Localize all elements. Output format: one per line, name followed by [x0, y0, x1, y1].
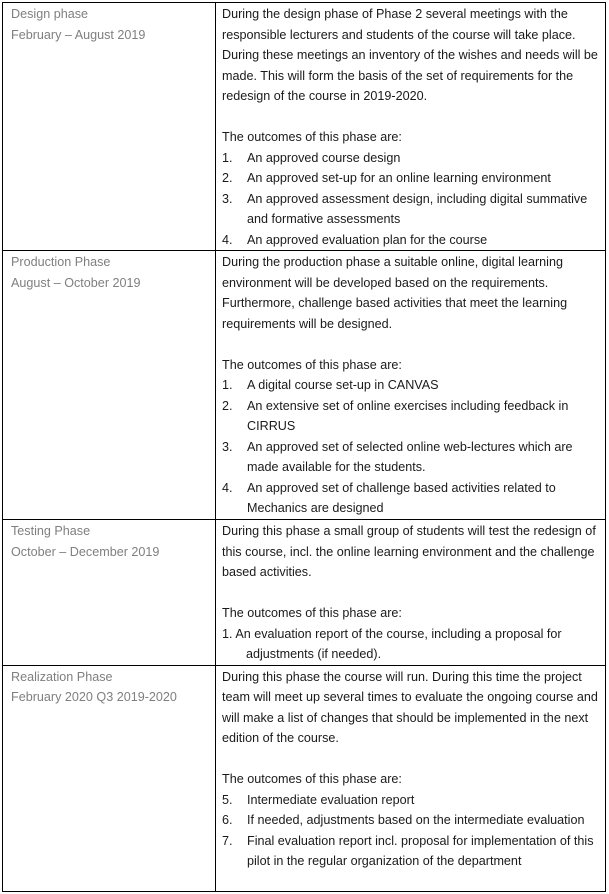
- item-number: 1.: [222, 626, 233, 641]
- phase-description: During the design phase of Phase 2 several meetings with the responsible lecturers and students of the course will take place. During these meetings an inventory of the wishes and needs will be made. This will form the basis of the set of requirements for the redesign of the course in 2019-2020.: [222, 7, 598, 103]
- phase-label-cell: [3, 3, 216, 251]
- phase-name: Design phase: [11, 7, 89, 21]
- item-number: 7.: [222, 833, 233, 848]
- list-item: [222, 148, 599, 169]
- phase-dates: October – December 2019: [11, 544, 160, 559]
- list-item: [222, 790, 599, 811]
- phase-label-cell: [3, 520, 216, 666]
- phase-table: [2, 2, 606, 892]
- item-number: 3.: [222, 439, 233, 454]
- outcomes-heading: The outcomes of this phase are:: [222, 606, 402, 620]
- item-text: An approved assessment design, including digital summative and formative assessments: [247, 191, 588, 226]
- phase-name: Production Phase: [11, 255, 111, 269]
- phase-description-cell: [216, 3, 606, 251]
- item-text: An extensive set of online exercises including feedback in CIRRUS: [247, 398, 569, 433]
- phase-description-cell: [216, 251, 606, 520]
- phase-description-cell: [216, 665, 606, 891]
- phase-dates: February 2020 Q3 2019-2020: [11, 690, 177, 704]
- list-item: [222, 478, 599, 519]
- item-text: A digital course set-up in CANVAS: [247, 378, 439, 392]
- item-text: Final evaluation report incl. proposal for implementation of this pilot in the regular organization of the department: [247, 833, 594, 868]
- outcomes-heading: The outcomes of this phase are:: [222, 772, 402, 786]
- outcomes-heading: The outcomes of this phase are:: [222, 357, 402, 372]
- item-text: If needed, adjustments based on the intermediate evaluation: [247, 813, 585, 827]
- item-number: 1.: [222, 150, 233, 165]
- item-number: 2.: [222, 171, 233, 185]
- item-text: An approved set of selected online web-lectures which are made available for the students.: [247, 439, 573, 474]
- outcomes-list: [222, 148, 599, 251]
- outcomes-heading: The outcomes of this phase are:: [222, 130, 402, 144]
- item-number: 6.: [222, 813, 233, 827]
- item-text: An approved set of challenge based activities related to Mechanics are designed: [247, 480, 556, 515]
- phase-label-cell: [3, 251, 216, 520]
- item-text: An evaluation report of the course, including a proposal for adjustments (if needed).: [235, 626, 562, 661]
- list-item: [222, 189, 599, 230]
- table-row: [3, 3, 606, 251]
- phase-description: During this phase a small group of students will test the redesign of this course, incl. the online learning environment and the challenge based activities.: [222, 524, 596, 579]
- item-number: 4.: [222, 480, 233, 495]
- item-number: 5.: [222, 792, 233, 807]
- phase-label-cell: [3, 665, 216, 891]
- phase-dates: August – October 2019: [11, 275, 141, 290]
- phase-dates: February – August 2019: [11, 27, 146, 42]
- item-text: An approved set-up for an online learning environment: [247, 171, 551, 185]
- phase-description: During the production phase a suitable online, digital learning environment will be developed based on the requirements. Furthermore, challenge based activities that meet the learning requirements will be designed.: [222, 255, 568, 331]
- list-item: [222, 624, 599, 665]
- list-item: [222, 831, 599, 872]
- item-text: An approved evaluation plan for the course: [247, 232, 488, 247]
- phase-name: Testing Phase: [11, 524, 91, 538]
- outcomes-list: [222, 790, 599, 872]
- item-number: 3.: [222, 191, 233, 206]
- list-item: [222, 375, 599, 396]
- item-number: 4.: [222, 232, 233, 247]
- table-row: [3, 251, 606, 520]
- outcomes-list: [222, 624, 599, 665]
- table-row: [3, 665, 606, 891]
- list-item: [222, 810, 599, 831]
- list-item: [222, 230, 599, 251]
- item-text: An approved course design: [247, 150, 401, 165]
- phase-description: During this phase the course will run. During this time the project team will meet up several times to evaluate the ongoing course and will make a list of changes that should be implemented in the next edition of the course.: [222, 669, 598, 745]
- outcomes-list: [222, 375, 599, 519]
- phase-name: Realization Phase: [11, 669, 113, 684]
- table-row: [3, 520, 606, 666]
- list-item: [222, 437, 599, 478]
- item-text: Intermediate evaluation report: [247, 792, 415, 807]
- list-item: [222, 168, 599, 189]
- list-item: [222, 396, 599, 437]
- phase-description-cell: [216, 520, 606, 666]
- item-number: 2.: [222, 398, 233, 413]
- item-number: 1.: [222, 378, 233, 392]
